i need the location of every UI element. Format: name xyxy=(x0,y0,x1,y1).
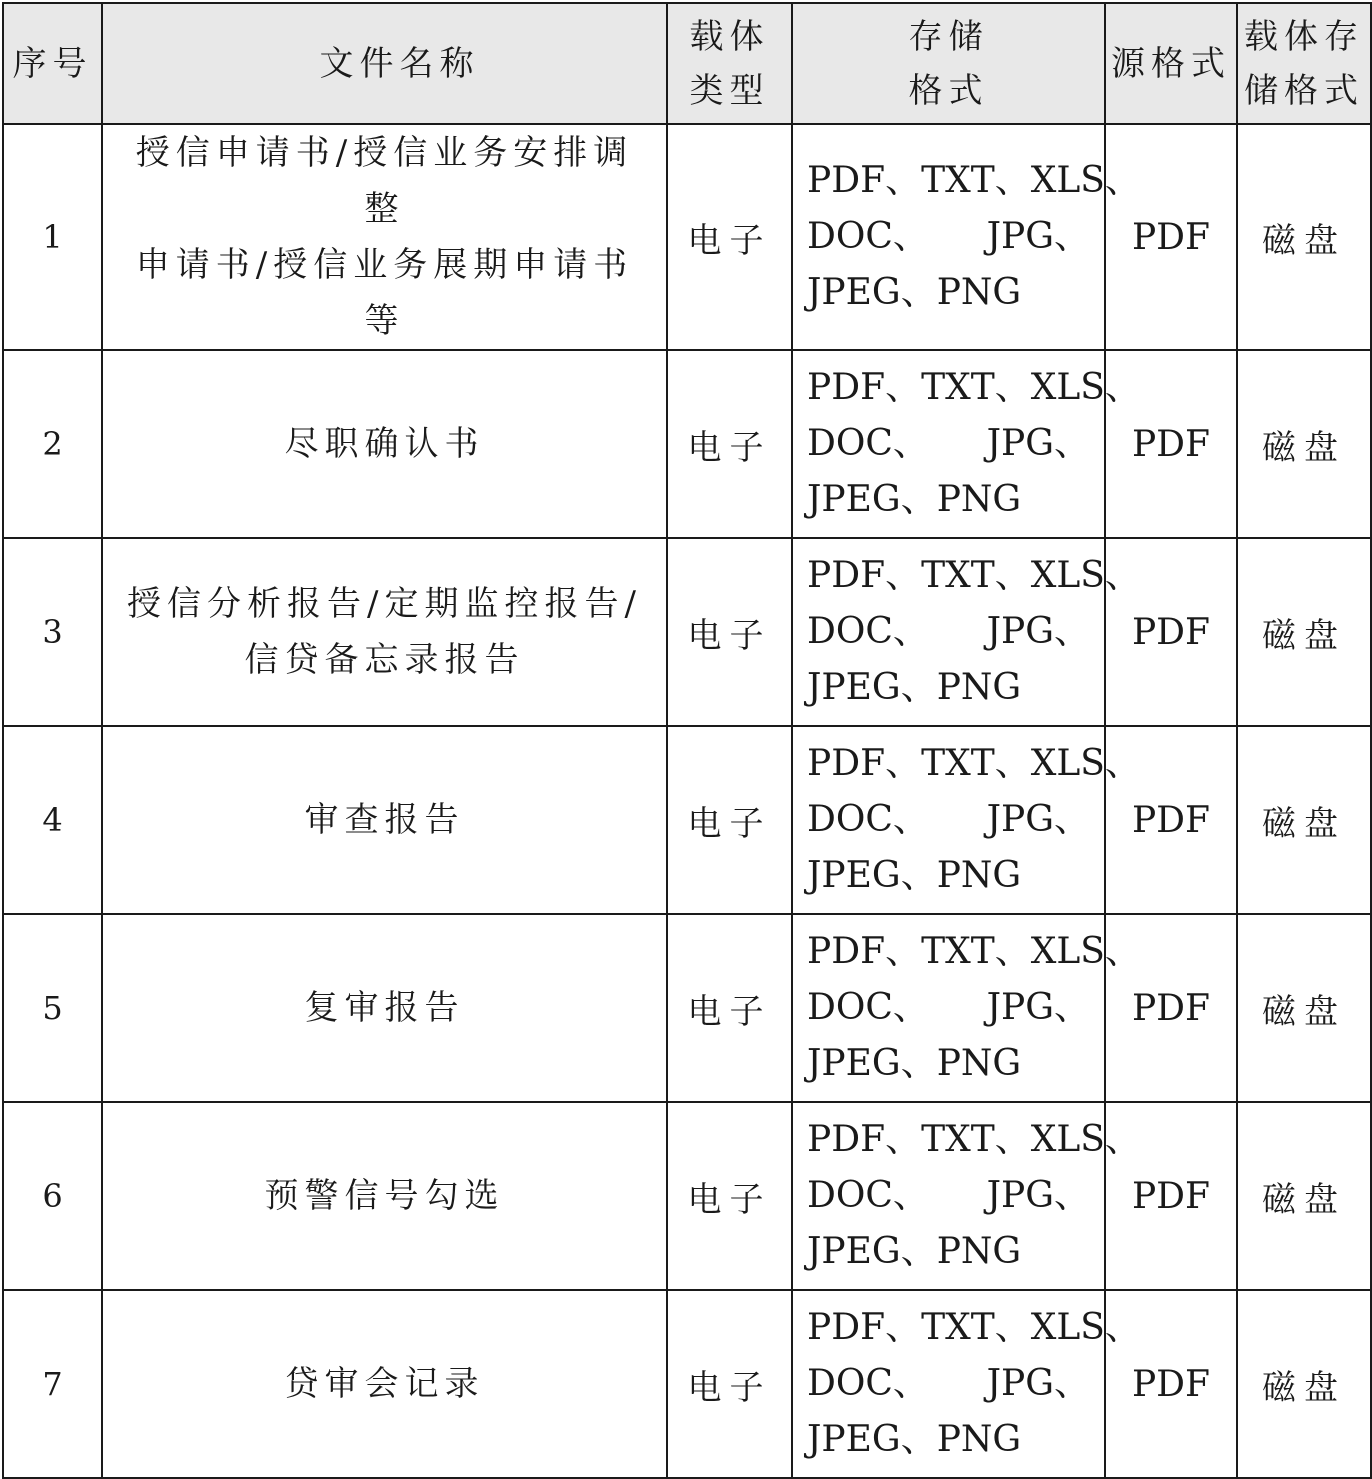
cell-carrier: 电子 xyxy=(687,427,772,468)
file-name xyxy=(102,726,667,914)
cell-name-line1: 审查报告 xyxy=(304,800,465,840)
cell-store-line2a: DOC、 xyxy=(807,1175,929,1216)
source-format xyxy=(1105,124,1237,350)
cell-medium: 磁盘 xyxy=(1262,427,1346,468)
carrier-type xyxy=(667,1102,792,1290)
table-header-row xyxy=(3,3,1371,124)
file-name xyxy=(102,538,667,726)
cell-medium: 磁盘 xyxy=(1262,1367,1346,1408)
file-name xyxy=(102,1290,667,1478)
storage-formats xyxy=(792,726,1141,914)
file-name xyxy=(102,350,667,538)
medium-format xyxy=(1237,726,1371,914)
header-file-name: 文件名称 xyxy=(102,3,667,124)
cell-store-line3: JPEG、PNG xyxy=(807,479,1022,520)
cell-name-line2: 信贷备忘录报告 xyxy=(244,640,525,680)
row-number xyxy=(3,914,102,1102)
table-row xyxy=(3,1290,1371,1478)
table-body xyxy=(3,124,1371,1478)
cell-store-line3: JPEG、PNG xyxy=(807,1231,1022,1272)
cell-carrier: 电子 xyxy=(687,803,772,844)
cell-source: PDF xyxy=(1131,1363,1211,1405)
cell-no: 3 xyxy=(42,613,63,651)
file-name xyxy=(102,124,667,350)
table-row xyxy=(3,124,1371,350)
cell-source: PDF xyxy=(1131,987,1211,1029)
cell-store-line3: JPEG、PNG xyxy=(807,1419,1022,1460)
table-row xyxy=(3,1102,1371,1290)
file-format-table xyxy=(2,2,1372,1479)
medium-format xyxy=(1237,1102,1371,1290)
header-no: 序号 xyxy=(3,3,102,124)
cell-no: 2 xyxy=(42,425,63,463)
cell-name-line1: 尽职确认书 xyxy=(284,424,485,464)
carrier-type xyxy=(667,914,792,1102)
cell-store-line2b: JPG、 xyxy=(986,987,1090,1028)
row-number xyxy=(3,1102,102,1290)
cell-name-line1: 授信申请书/授信业务安排调整 xyxy=(135,133,634,229)
cell-medium: 磁盘 xyxy=(1262,615,1346,656)
cell-store-line3: JPEG、PNG xyxy=(807,1043,1022,1084)
medium-format xyxy=(1237,914,1371,1102)
cell-source: PDF xyxy=(1131,611,1211,653)
carrier-type xyxy=(667,726,792,914)
file-name xyxy=(102,1102,667,1290)
carrier-type xyxy=(667,350,792,538)
storage-formats xyxy=(792,350,1141,538)
cell-store-line3: JPEG、PNG xyxy=(807,855,1022,896)
cell-source: PDF xyxy=(1131,216,1211,258)
row-number xyxy=(3,538,102,726)
cell-store-line2a: DOC、 xyxy=(807,423,929,464)
table-row xyxy=(3,914,1371,1102)
cell-store-line1: PDF、TXT、XLS、 xyxy=(807,160,1141,201)
cell-carrier: 电子 xyxy=(687,1179,772,1220)
cell-source: PDF xyxy=(1131,423,1211,465)
cell-store-line1: PDF、TXT、XLS、 xyxy=(807,1119,1141,1160)
row-number xyxy=(3,350,102,538)
medium-format xyxy=(1237,538,1371,726)
medium-format xyxy=(1237,1290,1371,1478)
storage-formats xyxy=(792,1102,1141,1290)
header-carrier-type: 载体 类型 xyxy=(667,3,792,124)
cell-store-line2a: DOC、 xyxy=(807,216,929,257)
cell-store-line2b: JPG、 xyxy=(986,423,1090,464)
header-source-format: 源格式 xyxy=(1105,3,1237,124)
cell-store-line2b: JPG、 xyxy=(986,799,1090,840)
table-row xyxy=(3,726,1371,914)
cell-medium: 磁盘 xyxy=(1262,1179,1346,1220)
cell-carrier: 电子 xyxy=(687,220,772,261)
cell-store-line3: JPEG、PNG xyxy=(807,667,1022,708)
cell-name-line1: 授信分析报告/定期监控报告/ xyxy=(127,584,642,624)
cell-no: 5 xyxy=(42,989,63,1027)
cell-name-line1: 预警信号勾选 xyxy=(264,1176,505,1216)
storage-formats xyxy=(792,538,1141,726)
cell-store-line2a: DOC、 xyxy=(807,1363,929,1404)
cell-store-line2b: JPG、 xyxy=(986,1175,1090,1216)
cell-name-line1: 复审报告 xyxy=(304,988,465,1028)
carrier-type xyxy=(667,538,792,726)
storage-formats xyxy=(792,124,1141,350)
cell-store-line2b: JPG、 xyxy=(986,611,1090,652)
row-number xyxy=(3,1290,102,1478)
table-row xyxy=(3,538,1371,726)
cell-source: PDF xyxy=(1131,1175,1211,1217)
storage-formats xyxy=(792,914,1141,1102)
header-storage-format: 存储 格式 xyxy=(792,3,1105,124)
cell-store-line1: PDF、TXT、XLS、 xyxy=(807,555,1141,596)
cell-no: 7 xyxy=(42,1365,63,1403)
table-row xyxy=(3,350,1371,538)
cell-store-line1: PDF、TXT、XLS、 xyxy=(807,367,1141,408)
cell-store-line1: PDF、TXT、XLS、 xyxy=(807,931,1141,972)
cell-no: 6 xyxy=(42,1177,63,1215)
cell-carrier: 电子 xyxy=(687,615,772,656)
storage-formats xyxy=(792,1290,1141,1478)
cell-store-line1: PDF、TXT、XLS、 xyxy=(807,1307,1141,1348)
cell-no: 1 xyxy=(42,218,63,256)
cell-medium: 磁盘 xyxy=(1262,220,1346,261)
cell-no: 4 xyxy=(42,801,63,839)
cell-medium: 磁盘 xyxy=(1262,803,1346,844)
cell-carrier: 电子 xyxy=(687,991,772,1032)
cell-source: PDF xyxy=(1131,799,1211,841)
cell-store-line2b: JPG、 xyxy=(986,216,1090,257)
header-medium-format: 载体存 储格式 xyxy=(1237,3,1371,124)
cell-store-line2a: DOC、 xyxy=(807,611,929,652)
file-name xyxy=(102,914,667,1102)
medium-format xyxy=(1237,124,1371,350)
carrier-type xyxy=(667,124,792,350)
cell-name-line2: 申请书/授信业务展期申请书等 xyxy=(135,245,634,341)
cell-store-line2a: DOC、 xyxy=(807,799,929,840)
cell-medium: 磁盘 xyxy=(1262,991,1346,1032)
cell-store-line3: JPEG、PNG xyxy=(807,272,1022,313)
row-number xyxy=(3,124,102,350)
cell-store-line1: PDF、TXT、XLS、 xyxy=(807,743,1141,784)
row-number xyxy=(3,726,102,914)
medium-format xyxy=(1237,350,1371,538)
cell-store-line2b: JPG、 xyxy=(986,1363,1090,1404)
carrier-type xyxy=(667,1290,792,1478)
cell-carrier: 电子 xyxy=(687,1367,772,1408)
cell-name-line1: 贷审会记录 xyxy=(284,1364,485,1404)
cell-store-line2a: DOC、 xyxy=(807,987,929,1028)
